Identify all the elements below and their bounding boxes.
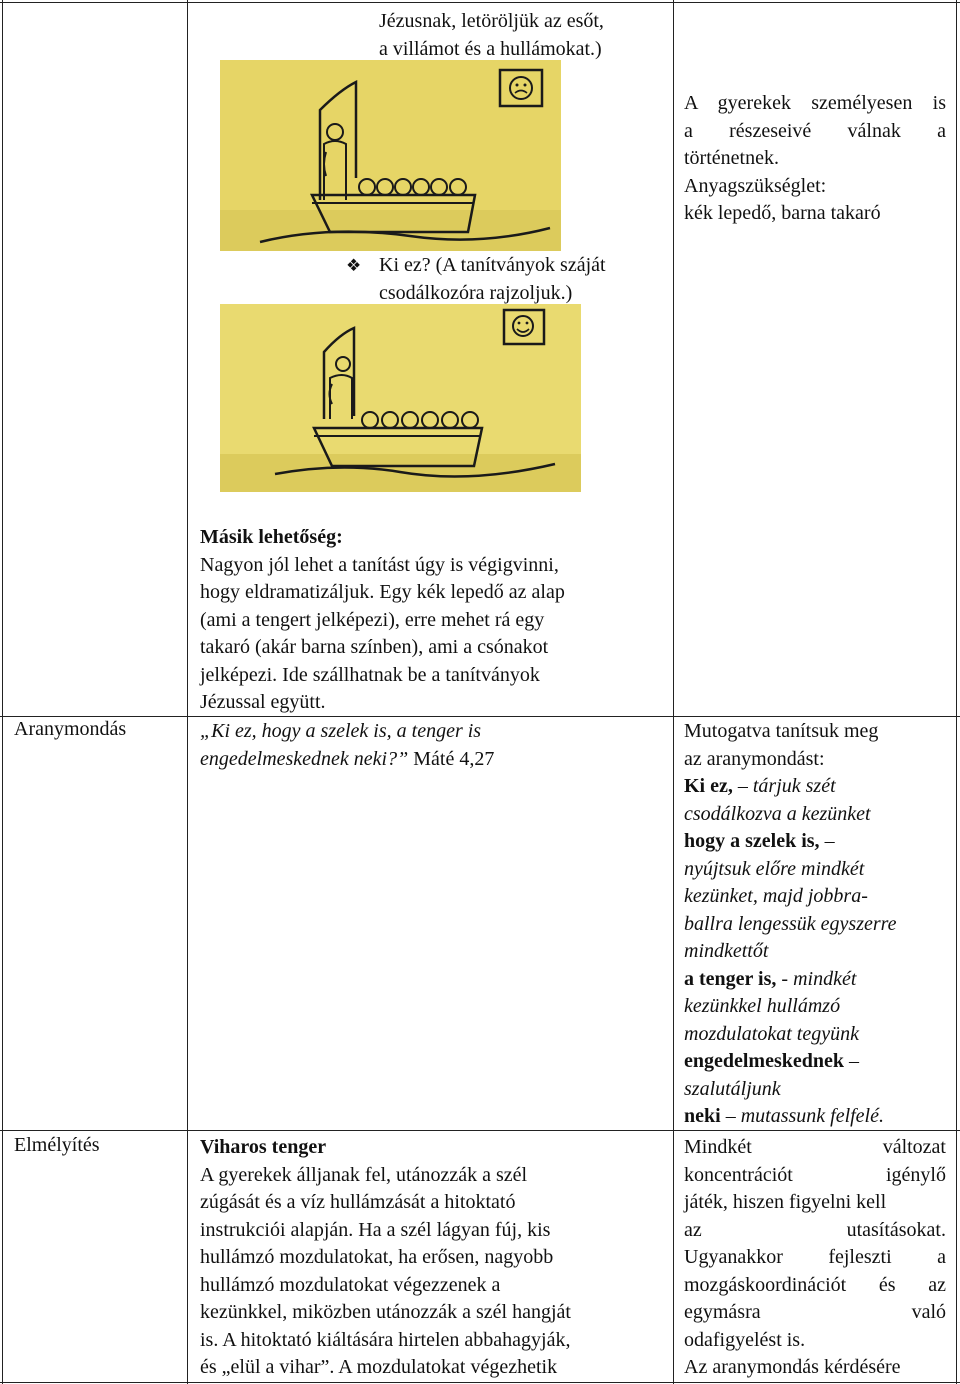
golden-verse-instructions bbox=[684, 718, 948, 1131]
golden-verse-quote bbox=[200, 718, 660, 773]
notes-line bbox=[684, 1244, 946, 1272]
table-border-top bbox=[0, 2, 960, 3]
quote-line-2 bbox=[200, 746, 660, 774]
notes-word: és bbox=[878, 1273, 896, 1296]
bullet-line: Ki ez? (A tanítványok száját bbox=[379, 254, 606, 276]
gesture-text: mutassunk felfelé. bbox=[740, 1105, 884, 1127]
table-border-right bbox=[956, 0, 957, 1384]
activity-line: hullámzó mozdulatokat, ha erősen, nagyobb bbox=[200, 1246, 554, 1268]
gesture-text: mindkét bbox=[793, 967, 857, 990]
notes-line bbox=[684, 1272, 946, 1300]
dash: – bbox=[819, 830, 835, 852]
instr-line bbox=[684, 773, 948, 801]
gesture-text: ballra lengessük egyszerre bbox=[684, 912, 897, 935]
notes-line bbox=[684, 1299, 946, 1327]
verse-fragment: engedelmeskednek bbox=[684, 1050, 844, 1072]
gesture-text: kezünket, majd jobbra- bbox=[684, 885, 868, 907]
instr-line: az aranymondást: bbox=[684, 747, 825, 770]
notes-participation bbox=[684, 90, 946, 228]
activity-line: zúgását és a víz hullámzását a hitoktató bbox=[200, 1191, 516, 1213]
notes-word: a bbox=[937, 1246, 946, 1268]
notes-line bbox=[684, 1162, 946, 1190]
gesture-text: kezünkkel hullámzó bbox=[684, 995, 841, 1017]
alternative-line: Jézussal együtt. bbox=[200, 691, 326, 713]
notes-word: változat bbox=[882, 1136, 946, 1158]
notes-word: mozgáskoordinációt bbox=[684, 1273, 847, 1296]
notes-word: való bbox=[911, 1301, 946, 1323]
activity-line: kezünkkel, miközben utánozzák a szél hangját bbox=[200, 1301, 571, 1323]
instr-line bbox=[684, 1048, 948, 1076]
alternative-line: hogy eldramatizáljuk. Egy kék lepedő az alap bbox=[200, 581, 565, 603]
gesture-text: nyújtsuk előre mindkét bbox=[684, 857, 865, 880]
dash: - bbox=[776, 967, 794, 990]
table-border-left bbox=[2, 0, 3, 1384]
notes-word: utasításokat. bbox=[846, 1218, 946, 1241]
notes-line bbox=[684, 1217, 946, 1245]
notes-line bbox=[684, 118, 946, 146]
notes-word: igénylő bbox=[886, 1163, 946, 1186]
gesture-text: – tárjuk szét bbox=[732, 775, 836, 797]
activity-line: instrukciói alapján. Ha a szél lágyan fúj, kis bbox=[200, 1218, 551, 1241]
boat-drawing-2 bbox=[220, 304, 581, 492]
instr-line bbox=[684, 966, 948, 994]
activity-line: is. A hitoktató kiáltására hirtelen abbahagyják, bbox=[200, 1328, 571, 1351]
alternative-line: (ami a tengert jelképezi), erre mehet rá egy bbox=[200, 608, 545, 631]
section-label-deepening: Elmélyítés bbox=[14, 1134, 100, 1156]
table-border-bottom bbox=[0, 1382, 960, 1383]
verse-fragment: hogy a szelek is, bbox=[684, 830, 820, 852]
deepening-activity bbox=[200, 1134, 660, 1382]
alternative-line: jelképezi. Ide szállhatnak be a tanítványok bbox=[200, 663, 540, 686]
boat-drawing-1 bbox=[220, 60, 561, 251]
gesture-text: mindkettőt bbox=[684, 940, 769, 962]
bullet-item bbox=[379, 252, 606, 307]
notes-word: az bbox=[684, 1218, 702, 1241]
instr-line: Mutogatva tanítsuk meg bbox=[684, 720, 879, 742]
notes-word: egymásra bbox=[684, 1301, 761, 1323]
alternative-line: Nagyon jól lehet a tanítást úgy is végigvinni, bbox=[200, 553, 559, 576]
dash: – bbox=[720, 1105, 741, 1127]
notes-word: Mindkét bbox=[684, 1136, 752, 1158]
instr-line bbox=[684, 1103, 948, 1131]
notes-word: koncentrációt bbox=[684, 1163, 793, 1186]
activity-heading: Viharos tenger bbox=[200, 1136, 327, 1158]
gesture-text: szalutáljunk bbox=[684, 1077, 781, 1100]
notes-line: odafigyelést is. bbox=[684, 1328, 806, 1351]
notes-word: válnak bbox=[847, 119, 901, 142]
alternative-section bbox=[200, 524, 640, 717]
notes-line: A gyerekek személyesen is bbox=[684, 92, 946, 114]
story-line: a villámot és a hullámokat.) bbox=[379, 37, 602, 60]
gesture-text: mozdulatokat tegyünk bbox=[684, 1022, 859, 1045]
notes-line bbox=[684, 1134, 946, 1162]
notes-word: fejleszti bbox=[828, 1246, 892, 1268]
boat-drawing-1-svg bbox=[220, 60, 561, 251]
boat-drawing-2-svg bbox=[220, 304, 581, 492]
notes-line: Az aranymondás kérdésére bbox=[684, 1356, 901, 1378]
notes-word: a bbox=[684, 119, 693, 142]
story-continuation bbox=[379, 8, 604, 63]
quote-line: „Ki ez, hogy a szelek is, a tenger is bbox=[200, 720, 482, 742]
verse-fragment: Ki ez, bbox=[684, 775, 733, 797]
notes-line: történetnek. bbox=[684, 147, 779, 169]
notes-word: az bbox=[928, 1273, 946, 1296]
notes-word: részeseivé bbox=[729, 119, 812, 142]
table-divider-2 bbox=[673, 0, 674, 1384]
activity-line: A gyerekek álljanak fel, utánozzák a szél bbox=[200, 1163, 528, 1186]
alternative-heading: Másik lehetőség: bbox=[200, 526, 343, 548]
diamond-bullet-icon: ❖ bbox=[346, 256, 362, 275]
notes-line: játék, hiszen figyelni kell bbox=[684, 1191, 887, 1213]
deepening-notes bbox=[684, 1134, 946, 1382]
notes-word: Ugyanakkor bbox=[684, 1246, 783, 1268]
bullet-line: csodálkozóra rajzoljuk.) bbox=[379, 281, 573, 304]
dash: – bbox=[844, 1050, 859, 1072]
quote-text: engedelmeskednek neki?” bbox=[200, 747, 409, 770]
activity-line: hullámzó mozdulatokat végezzenek a bbox=[200, 1273, 501, 1296]
table-divider-1 bbox=[187, 0, 188, 1384]
gesture-text: csodálkozva a kezünket bbox=[684, 802, 871, 825]
alternative-line: takaró (akár barna színben), ami a csónakot bbox=[200, 636, 549, 658]
activity-line: és „elül a vihar”. A mozdulatokat végezhetik bbox=[200, 1356, 558, 1378]
story-line: Jézusnak, letöröljük az esőt, bbox=[379, 10, 604, 32]
materials-list: kék lepedő, barna takaró bbox=[684, 202, 881, 224]
verse-fragment: neki bbox=[684, 1105, 721, 1127]
verse-fragment: a tenger is, bbox=[684, 967, 777, 990]
notes-word: a bbox=[937, 119, 946, 142]
instr-line bbox=[684, 828, 948, 856]
bible-reference: Máté 4,27 bbox=[408, 747, 495, 770]
materials-label: Anyagszükséglet: bbox=[684, 174, 827, 197]
section-label-golden-verse: Aranymondás bbox=[14, 718, 127, 740]
